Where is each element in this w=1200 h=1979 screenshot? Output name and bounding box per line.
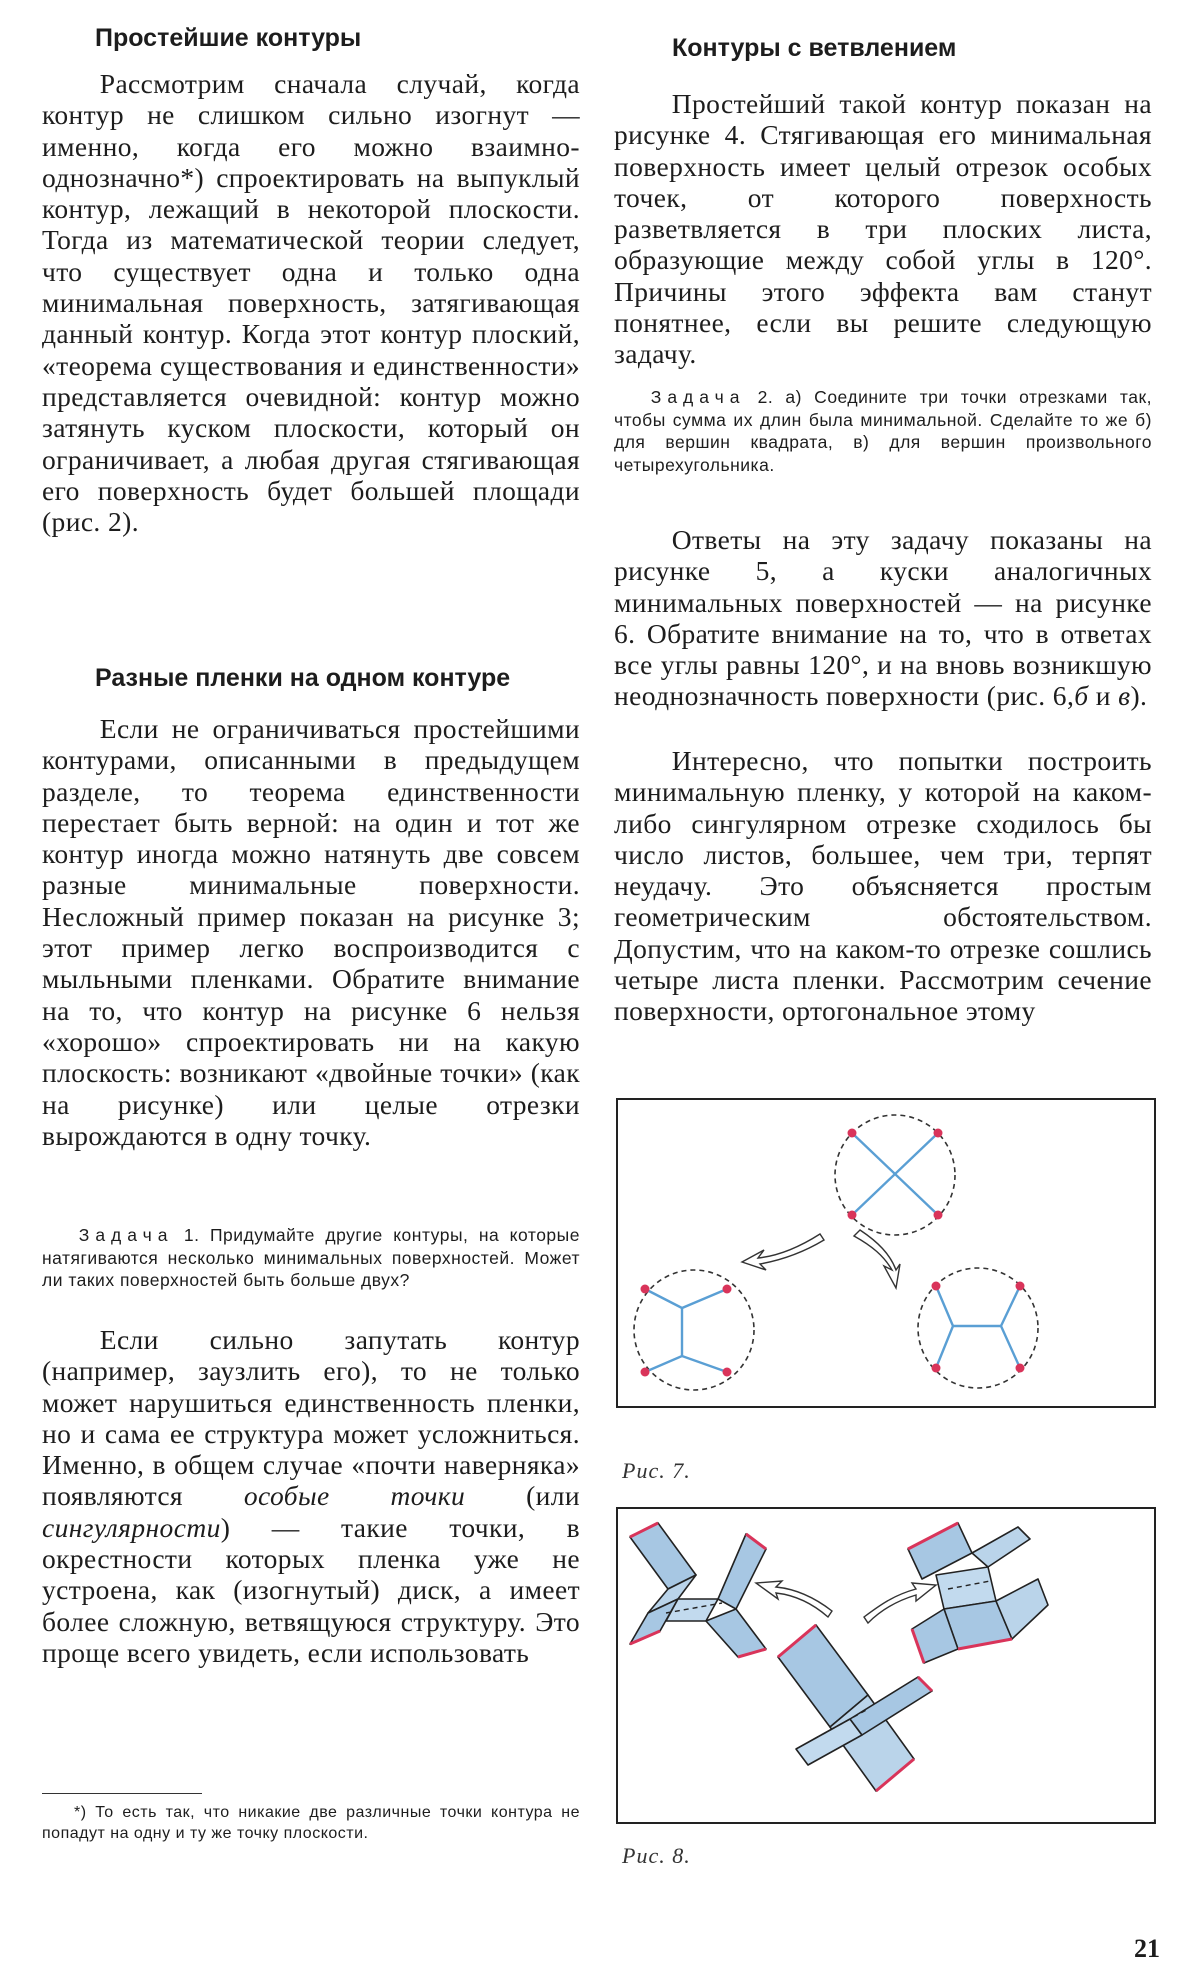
singularities-text-b: (или: [465, 1480, 580, 1512]
fig8-right-film: [908, 1523, 1048, 1663]
figure-8-caption: Рис. 8.: [622, 1843, 691, 1868]
singularities-term: сингулярности: [42, 1511, 221, 1543]
heading-different-films: Разные пленки на одном контуре: [95, 664, 511, 692]
paragraph-branching: Простейший такой контур показан на рисунке 4. Стягивающая его минимальная поверхность имеет целый отрезок особых точек, от которого поверхность разветвляется в три плоских листа, образующие между собой углы в 120°. Причины этого эффекта вам станут понятнее, если вы решите следующую задачу.: [614, 88, 1152, 370]
task-2: [614, 386, 1152, 476]
fig7-dot: [934, 1211, 943, 1220]
fig8-arrow-left: [756, 1581, 832, 1617]
heading-simple-contours: Простейшие контуры: [95, 24, 362, 52]
fig7-right-left-branch: [936, 1286, 953, 1368]
fig7-dot: [1016, 1364, 1025, 1373]
paragraph-four-sheets: Интересно, что попытки построить минимальную пленку, у которой на каком-либо сингулярном отрезке сходилось бы число листов, большее, чем три, терпят неудачу. Это объясняется простым геометрическим обстоятельством. Допустим, что на каком-то отрезке сошлись четыре листа пленки. Рассмотрим сечение поверхности, ортогональное этому: [614, 745, 1152, 1027]
singularities-text-c: ) — такие точки, в окрестности которых пленка уже не устроена, как (изогнутый) диск, а имеет более сложную, ветвящуюся структуру. Это проще всего увидеть, если использовать: [42, 1511, 580, 1668]
fig7-arrow-left: [742, 1234, 824, 1270]
answers-ref-b: б: [1074, 680, 1089, 712]
fig7-dot: [1016, 1282, 1025, 1291]
footnote: *) То есть так, что никакие две различные точки контура не попадут на одну и ту же точку плоскости.: [42, 1804, 580, 1842]
fig7-dot: [641, 1368, 650, 1377]
figure-7-caption: Рис. 7.: [622, 1458, 691, 1483]
answers-ref-v: в: [1118, 680, 1131, 712]
task-1: [42, 1224, 580, 1292]
figure-8-diagram: [618, 1509, 1154, 1822]
fig7-dot: [848, 1211, 857, 1220]
heading-branching-contours: Контуры с ветвлением: [672, 34, 957, 62]
task-1-text: 1. Придумайте другие контуры, на которые натягиваются несколько минимальных поверхностей. Может ли таких поверхностей быть больше двух?: [42, 1225, 580, 1290]
fig7-dot: [641, 1285, 650, 1294]
fig7-left-lower-branch: [645, 1356, 727, 1372]
fig8-bottom-film: [778, 1625, 932, 1791]
paragraph-different-films: Если не ограничиваться простейшими контурами, описанными в предыдущем разделе, то теорема единственности перестает быть верной: на один и тот же контур иногда можно натянуть две совсем разные минимальные поверхности. Несложный пример показан на рисунке 3; этот пример легко воспроизводится с мыльными пленками. Обратите внимание на то, что контур на рисунке 6 нельзя «хорошо» спроектировать ни на какую плоскость: возникают «двойные точки» (как на рисунке) или целые отрезки вырождаются в одну точку.: [42, 713, 580, 1151]
fig7-right-right-branch: [1001, 1286, 1020, 1368]
fig8-arrow-right: [864, 1583, 936, 1623]
figure-8-frame: [616, 1507, 1156, 1824]
answers-text-a: Ответы на эту задачу показаны на рисунке 5, а куски аналогичных минимальных поверхностей — на рисунке 6. Обратите внимание на то, что в ответах все углы равны 120°, и на вновь возникшую неоднозначность поверхности (рис. 6,: [614, 524, 1152, 712]
page-number: 21: [1134, 1934, 1160, 1963]
singularities-text-a: Если сильно запутать контур (например, заузлить его), то не только может нарушиться единственность пленки, но и сама ее структура может усложниться. Именно, в общем случае «почти наверняка» появляются: [42, 1324, 580, 1512]
fig7-dot: [934, 1129, 943, 1138]
figure-7-frame: [616, 1098, 1156, 1408]
fig7-dot: [723, 1368, 732, 1377]
answers-text-e: ).: [1130, 680, 1148, 712]
fig8-left-film: [630, 1523, 766, 1657]
answers-text-c: и: [1088, 680, 1119, 712]
figure-7-diagram: [618, 1100, 1154, 1406]
fig7-dot: [723, 1285, 732, 1294]
fig7-left-circle: [634, 1270, 754, 1390]
footnote-rule: [42, 1793, 202, 1794]
task-2-text: 2. а) Соедините три точки отрезками так, чтобы сумма их длин была минимальной. Сделайте то же б) для вершин квадрата, в) для вершин произвольного четырехугольника.: [614, 387, 1152, 475]
task-2-label: Задача: [650, 387, 746, 407]
paragraph-singularities: [42, 1324, 580, 1668]
fig7-dot: [848, 1129, 857, 1138]
fig7-dot: [932, 1282, 941, 1291]
fig7-dot: [932, 1364, 941, 1373]
fig7-arrow-right: [854, 1230, 900, 1288]
paragraph-simple-contours: Рассмотрим сначала случай, когда контур не слишком сильно изогнут — именно, когда его можно взаимно-однозначно*) спроектировать на выпуклый контур, лежащий в некоторой плоскости. Тогда из математической теории следует, что существует одна и только одна минимальная поверхность, затягивающая данный контур. Когда этот контур плоский, «теорема существования и единственности» представляется очевидной: контур можно затянуть куском плоскости, который он ограничивает, а любая другая стягивающая его поверхность будет большей площади (рис. 2).: [42, 68, 580, 538]
task-1-label: Задача: [78, 1225, 174, 1245]
singular-points-term: особые точки: [243, 1480, 466, 1512]
fig7-left-upper-branch: [645, 1289, 727, 1308]
paragraph-answers: [614, 524, 1152, 712]
